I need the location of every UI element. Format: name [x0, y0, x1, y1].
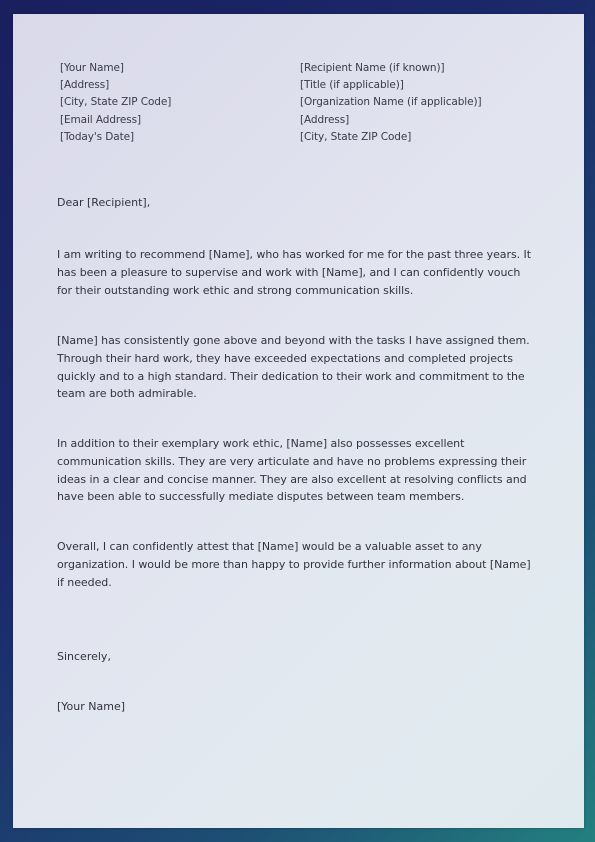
recipient-name: [Recipient Name (if known)] [300, 62, 445, 74]
recipient-address: [Address] [300, 113, 350, 126]
sender-city-state-zip: [City, State ZIP Code] [60, 96, 172, 109]
body-paragraph-2: [Name] has consistently gone above and beyond with the tasks I have assigned them. Through their hard work, they have exceeded expectations and completed projects quickly and to a high standard. Their dedication to their work and commitment to the team are both admirable. [57, 334, 530, 401]
body-paragraph-3: In addition to their exemplary work ethic, [Name] also possesses excellent communication skills. They are very articulate and have no problems expressing their ideas in a clear and concise manner. They are also excellent at resolving conflicts and have been able to successfully mediate disputes between team members. [57, 437, 527, 504]
recipient-title: [Title (if applicable)] [300, 79, 404, 92]
sender-name: [Your Name] [60, 62, 124, 74]
sender-address-block [60, 60, 171, 146]
body-paragraph-1: I am writing to recommend [Name], who has worked for me for the past three years. It has been a pleasure to supervise and work with [Name], and I can confidently vouch for their outstanding work ethic and strong communication skills. [57, 248, 531, 297]
letter-date: [Today's Date] [60, 130, 134, 143]
sender-address: [Address] [60, 79, 110, 92]
recipient-city-state-zip: [City, State ZIP Code] [300, 130, 412, 143]
salutation: Dear [Recipient], [57, 196, 151, 209]
sender-email: [Email Address] [60, 113, 141, 126]
letter-page [13, 14, 584, 828]
closing: Sincerely, [57, 650, 111, 663]
recipient-organization: [Organization Name (if applicable)] [300, 96, 482, 109]
body-paragraph-4: Overall, I can confidently attest that [Name] would be a valuable asset to any organization. I would be more than happy to provide further information about [Name] if needed. [57, 540, 531, 589]
recipient-address-block [300, 60, 481, 146]
signature-name: [Your Name] [57, 700, 126, 713]
